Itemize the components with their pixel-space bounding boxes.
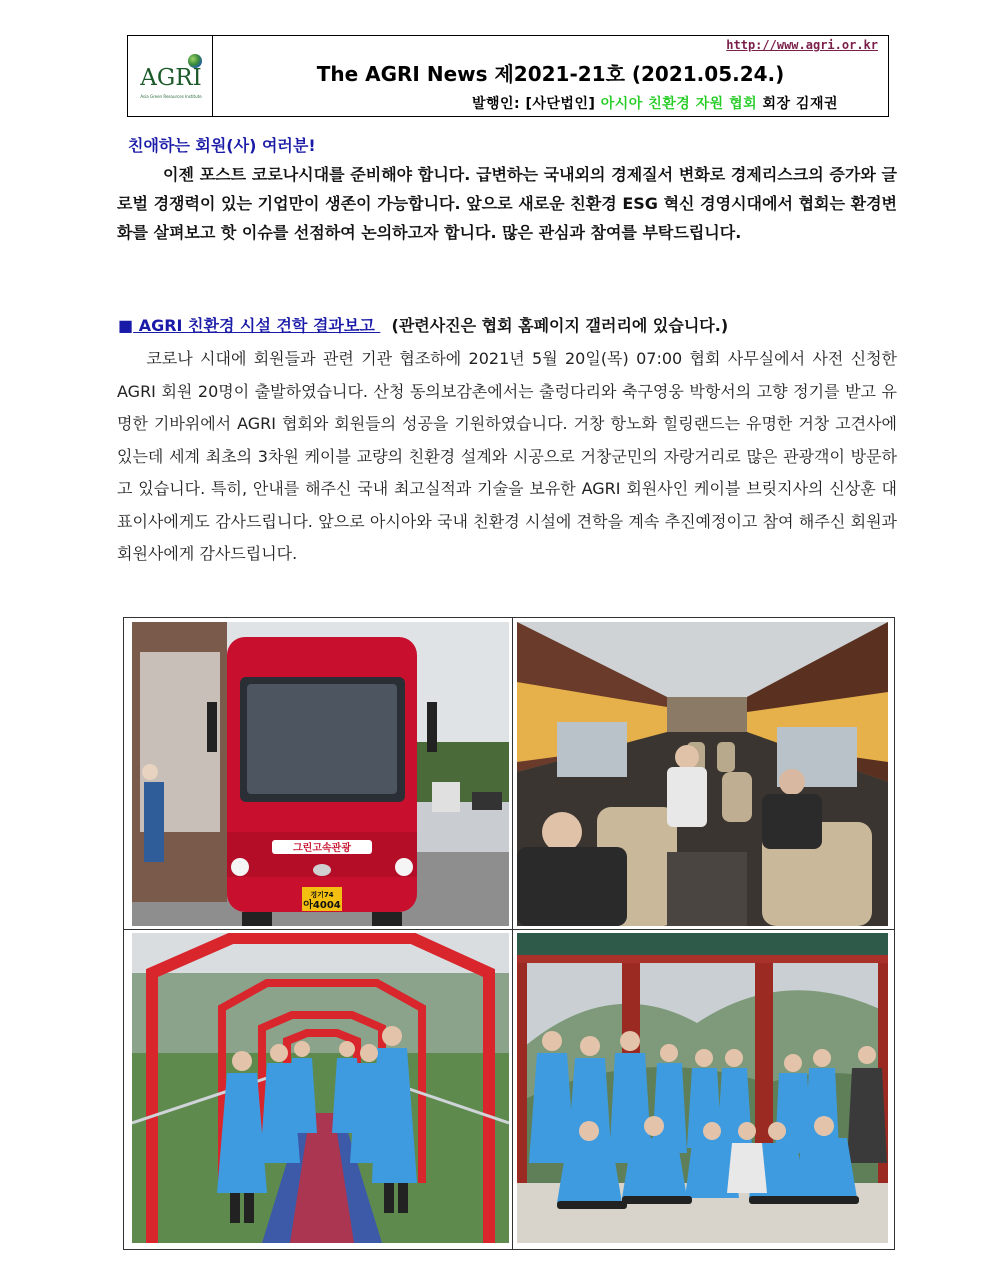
bus-plate-top: 경기74 [310,891,334,899]
bus-plate-bottom: 아4004 [303,900,341,911]
report-paragraph [117,343,897,571]
photo-bus-interior [517,622,888,926]
bus-brand-label: 그린고속관광 [293,843,351,854]
section-marker: ■ [118,316,134,335]
greeting: 친애하는 회원(사) 여러분! [128,136,316,155]
logo-text: AGRI [140,65,202,91]
intro-text: 이젠 포스트 코로나시대를 준비해야 합니다. 급변하는 국내외의 경제질서 변화로 경제리스크의 증가와 글로벌 경쟁력이 있는 기업만이 생존이 가능합니다. 앞으로 새로운 친환경 ESG 혁신 경영시대에서 협회는 환경변화를 살펴보고 핫 이슈를 선점하여 논의하고자 합니다. 많은 관심과 참여를 부탁드립니다. [117,165,898,242]
photo-red-bridge [132,933,509,1243]
grid-divider-vertical [512,618,513,1249]
intro-paragraph [117,160,897,247]
section-title: AGRI 친환경 시설 견학 결과보고 [133,316,381,335]
agri-logo [128,36,213,116]
publisher-prefix: 발행인: [사단법인] [471,96,601,112]
section-note: (관련사진은 협회 홈페이지 갤러리에 있습니다.) [391,316,729,335]
photo-pavilion-group [517,933,888,1243]
grid-divider-horizontal [124,929,894,930]
logo-subtitle: Asia Green Resources Institute [140,94,202,99]
publisher-org: 아시아 친환경 자원 협회 [600,96,758,112]
photo-grid [123,617,895,1250]
publisher-suffix: 회장 김재권 [757,96,838,112]
publisher-line [472,93,838,113]
report-text: 코로나 시대에 회원들과 관련 기관 협조하에 2021년 5월 20일(목) 07:00 협회 사무실에서 사전 신청한 AGRI 회원 20명이 출발하였습니다. 산청 동의보감촌에서는 출렁다리와 축구영웅 박항서의 고향 정기를 받고 유명한 기바위에서 AGRI 협회와 회원들의 성공을 기원하였습니다. 거창 항노화 힐링랜드는 유명한 거창 고견사에 있는데 세계 최초의 3차원 케이블 교량의 친환경 설계와 시공으로 거창군민의 자랑거리로 많은 관광객이 방문하고 있습니다. 특히, 안내를 해주신 국내 최고실적과 기술을 보유한 AGRI 회원사인 케이블 브릿지사의 신상훈 대표이사에게도 감사드립니다. 앞으로 아시아와 국내 친환경 시설에 견학을 계속 추진예정이고 참여 해주신 회원과 회원사에게 감사드립니다. [117,349,897,563]
photo-bus [132,622,509,926]
section-heading [118,313,728,336]
newsletter-header [127,35,889,117]
newsletter-title: The AGRI News 제2021-21호 (2021.05.24.) [316,62,785,86]
website-link[interactable]: http://www.agri.or.kr [726,38,878,52]
